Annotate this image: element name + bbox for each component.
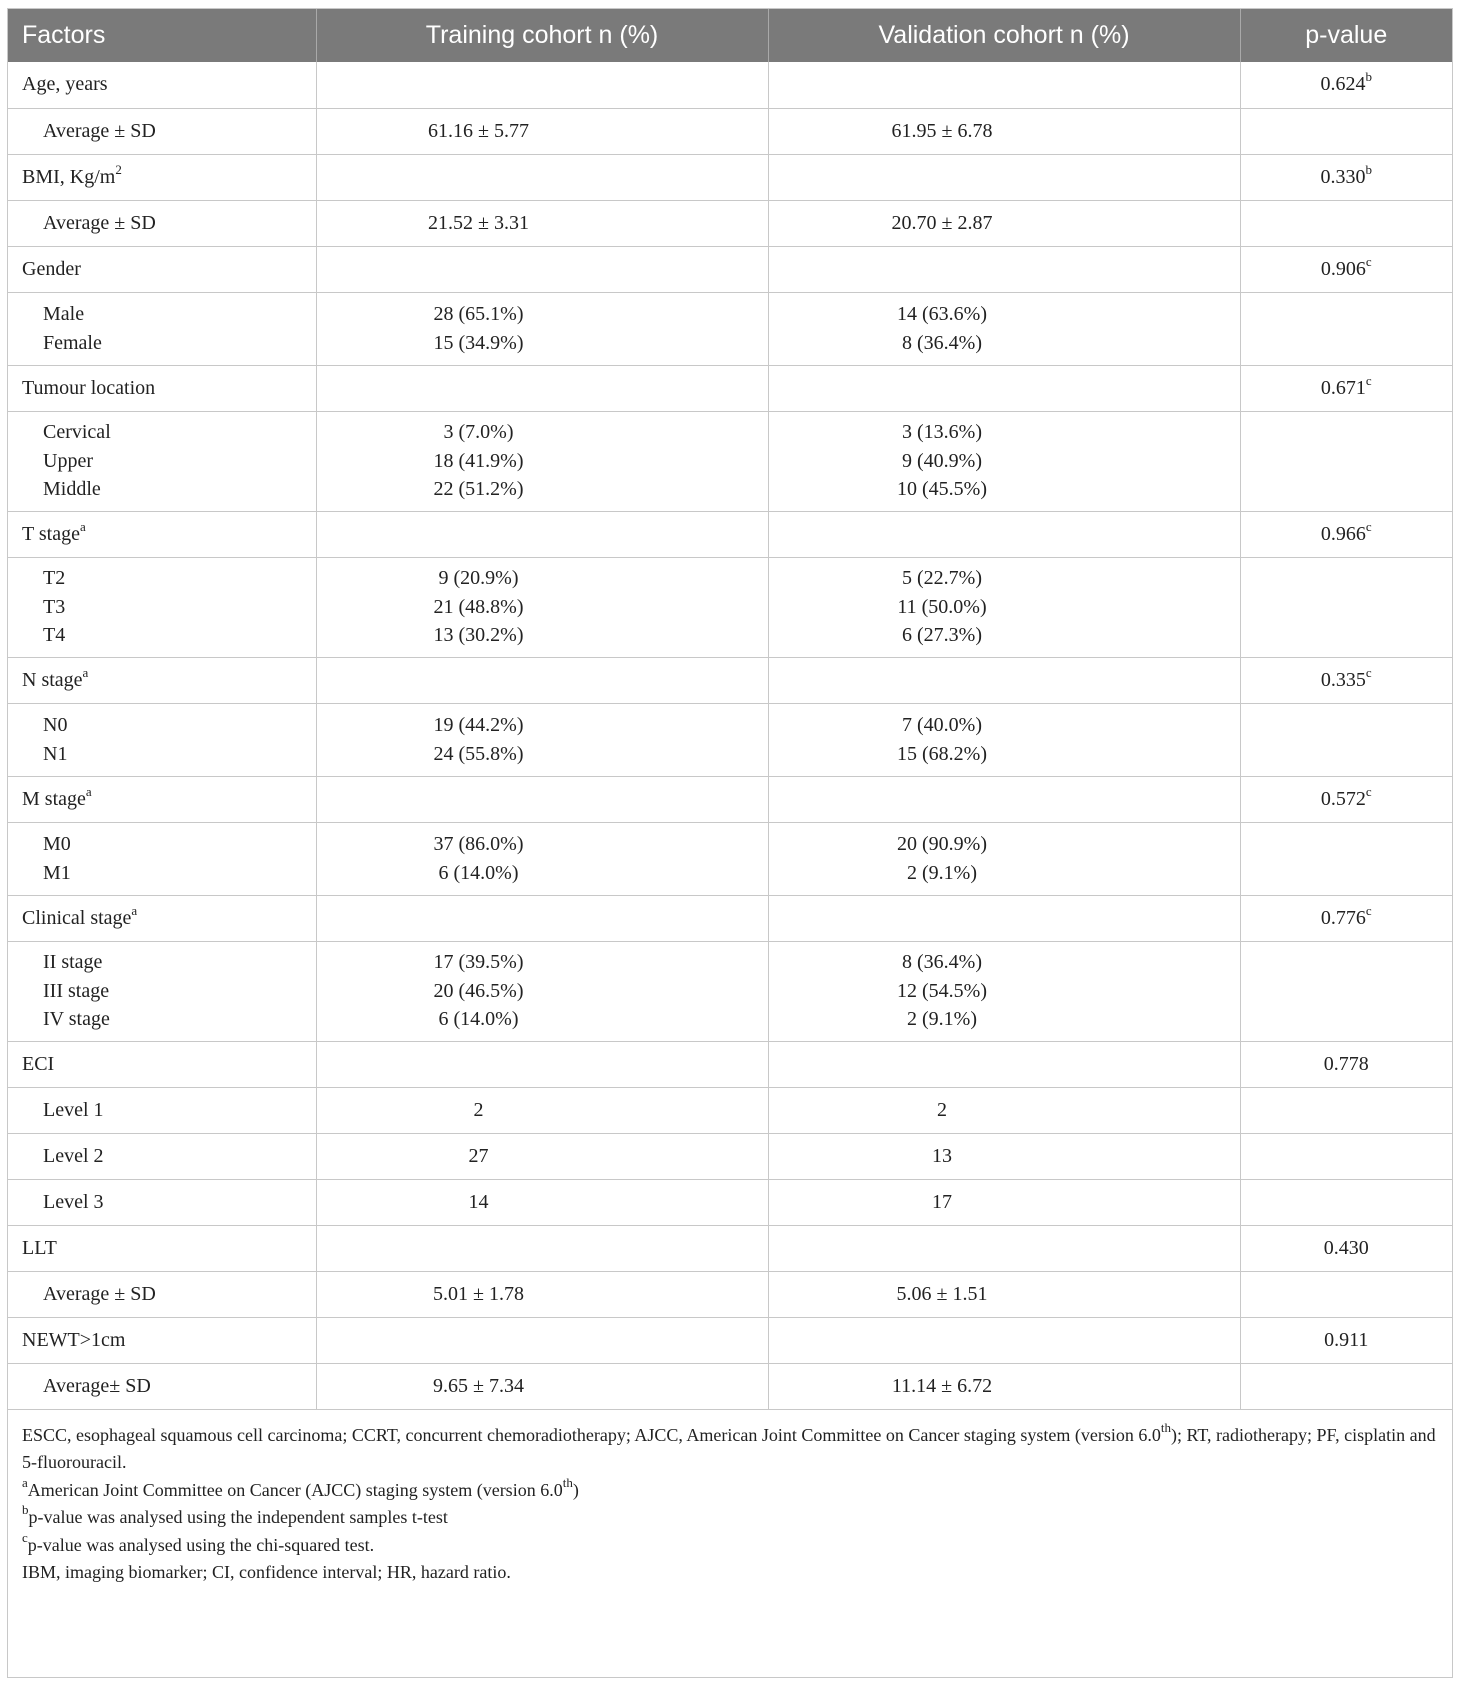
validation-value: 13	[932, 1144, 952, 1167]
training-value: 2	[473, 1098, 484, 1121]
subgroup-label: Average ± SD	[43, 211, 156, 234]
p-value-cell	[1240, 1179, 1452, 1225]
subgroup-row	[8, 822, 1452, 895]
subgroup-labels	[8, 1271, 316, 1317]
factor-label-superscript: 2	[115, 161, 122, 177]
training-value: 6 (14.0%)	[438, 1008, 519, 1031]
p-value-superscript: c	[1365, 372, 1372, 388]
validation-values	[768, 411, 1240, 511]
factor-label	[8, 776, 316, 822]
validation-value: 8 (36.4%)	[902, 950, 982, 973]
training-values	[316, 292, 768, 365]
p-value-superscript: b	[1365, 161, 1372, 177]
footnote-a: $^a$American Joint Committee on Cancer (AJCC) staging system (version 6.0th)	[22, 1474, 579, 1500]
p-value-cell	[1240, 154, 1452, 200]
training-value: 6 (14.0%)	[438, 861, 519, 884]
p-value-cell	[1240, 246, 1452, 292]
factor-label-text: Gender	[22, 257, 81, 280]
factor-row	[8, 365, 1452, 411]
training-values	[316, 1133, 768, 1179]
subgroup-label: N1	[43, 742, 68, 765]
training-values	[316, 108, 768, 154]
subgroup-label: T3	[43, 595, 66, 618]
factor-label-text: NEWT>1cm	[22, 1328, 126, 1351]
factor-label	[8, 895, 316, 941]
factor-row	[8, 511, 1452, 557]
subgroup-label: M0	[43, 832, 71, 855]
subgroup-labels	[8, 411, 316, 511]
training-value: 9.65 ± 7.34	[433, 1374, 524, 1397]
table-header-row	[8, 9, 1452, 62]
factor-label-text: Clinical stage	[22, 906, 132, 929]
p-value-text: 0.778	[1323, 1052, 1369, 1075]
training-value: 3 (7.0%)	[443, 420, 514, 443]
validation-value: 15 (68.2%)	[897, 742, 987, 765]
subgroup-row	[8, 941, 1452, 1041]
subgroup-row	[8, 557, 1452, 657]
validation-value: 10 (45.5%)	[897, 478, 987, 501]
training-cell	[316, 1225, 768, 1271]
training-cell	[316, 246, 768, 292]
training-value: 18 (41.9%)	[433, 449, 524, 472]
validation-values	[768, 200, 1240, 246]
p-value-text: 0.906	[1320, 257, 1366, 280]
factor-label-text: N stage	[22, 668, 83, 691]
validation-cell	[768, 365, 1240, 411]
validation-cell	[768, 246, 1240, 292]
training-cell	[316, 62, 768, 108]
subgroup-label: III stage	[43, 979, 110, 1002]
factor-label-text: BMI, Kg/m	[22, 165, 116, 188]
subgroup-label: M1	[43, 861, 71, 884]
p-value-cell	[1240, 511, 1452, 557]
subgroup-label: Cervical	[43, 420, 111, 443]
subgroup-label: Level 1	[43, 1098, 104, 1121]
training-value: 27	[468, 1144, 489, 1167]
cohort-characteristics-table	[8, 9, 1452, 1410]
subgroup-label: T2	[43, 566, 66, 589]
factor-label-text: M stage	[22, 787, 86, 810]
subgroup-label: Male	[43, 302, 85, 325]
training-cell	[316, 895, 768, 941]
training-value: 28 (65.1%)	[433, 302, 524, 325]
subgroup-labels	[8, 1179, 316, 1225]
training-cell	[316, 1317, 768, 1363]
subgroup-label: Level 2	[43, 1144, 104, 1167]
p-value-cell	[1240, 703, 1452, 776]
subgroup-label: Average ± SD	[43, 119, 156, 142]
factor-row	[8, 1317, 1452, 1363]
subgroup-row	[8, 1087, 1452, 1133]
validation-value: 7 (40.0%)	[902, 713, 982, 736]
validation-value: 2	[937, 1098, 947, 1121]
header-factors: Factors	[8, 9, 316, 62]
p-value-cell	[1240, 200, 1452, 246]
p-value-cell	[1240, 1133, 1452, 1179]
validation-values	[768, 1179, 1240, 1225]
p-value-cell	[1240, 822, 1452, 895]
subgroup-labels	[8, 1363, 316, 1409]
factor-row	[8, 657, 1452, 703]
validation-cell	[768, 1317, 1240, 1363]
p-value-superscript: c	[1365, 902, 1372, 918]
training-values	[316, 822, 768, 895]
training-value: 13 (30.2%)	[433, 624, 524, 647]
validation-cell	[768, 62, 1240, 108]
validation-cell	[768, 1041, 1240, 1087]
p-value-text: 0.430	[1323, 1236, 1369, 1259]
training-values	[316, 1363, 768, 1409]
validation-value: 12 (54.5%)	[897, 979, 987, 1002]
factor-row	[8, 895, 1452, 941]
validation-cell	[768, 154, 1240, 200]
factor-row	[8, 1041, 1452, 1087]
subgroup-row	[8, 1363, 1452, 1409]
p-value-text: 0.966	[1320, 522, 1366, 545]
table-body	[8, 62, 1452, 1409]
subgroup-label: T4	[43, 624, 66, 647]
validation-value: 2 (9.1%)	[907, 1008, 977, 1031]
factor-label-text: LLT	[22, 1236, 57, 1259]
subgroup-labels	[8, 822, 316, 895]
subgroup-label: IV stage	[43, 1008, 110, 1031]
validation-cell	[768, 895, 1240, 941]
validation-values	[768, 1133, 1240, 1179]
validation-value: 5 (22.7%)	[902, 566, 982, 589]
p-value-cell	[1240, 1041, 1452, 1087]
subgroup-label: Average ± SD	[43, 1282, 156, 1305]
p-value-cell	[1240, 776, 1452, 822]
subgroup-labels	[8, 703, 316, 776]
training-value: 61.16 ± 5.77	[428, 119, 529, 142]
factor-label-text: Age, years	[22, 73, 108, 96]
subgroup-row	[8, 1133, 1452, 1179]
subgroup-labels	[8, 1133, 316, 1179]
p-value-cell	[1240, 1363, 1452, 1409]
subgroup-row	[8, 200, 1452, 246]
subgroup-label: Average± SD	[43, 1374, 151, 1397]
factor-label-superscript: a	[79, 518, 86, 534]
validation-values	[768, 941, 1240, 1041]
validation-value: 61.95 ± 6.78	[891, 119, 993, 142]
p-value-superscript: c	[1365, 664, 1372, 680]
header-validation-cohort: Validation cohort n (%)	[768, 9, 1240, 62]
validation-cell	[768, 776, 1240, 822]
subgroup-row	[8, 292, 1452, 365]
training-value: 14	[468, 1190, 489, 1213]
factor-label-superscript: a	[82, 664, 89, 680]
factor-label	[8, 1041, 316, 1087]
factor-label	[8, 246, 316, 292]
training-cell	[316, 365, 768, 411]
p-value-text: 0.572	[1320, 787, 1366, 810]
p-value-superscript: c	[1365, 783, 1372, 799]
training-value: 9 (20.9%)	[438, 566, 519, 589]
factor-row	[8, 246, 1452, 292]
subgroup-labels	[8, 941, 316, 1041]
factor-label-text: ECI	[22, 1052, 55, 1075]
p-value-cell	[1240, 941, 1452, 1041]
training-value: 15 (34.9%)	[433, 331, 524, 354]
validation-cell	[768, 657, 1240, 703]
training-value: 21.52 ± 3.31	[428, 211, 529, 234]
factor-row	[8, 776, 1452, 822]
validation-value: 6 (27.3%)	[902, 624, 982, 647]
subgroup-labels	[8, 557, 316, 657]
validation-values	[768, 108, 1240, 154]
factor-label	[8, 154, 316, 200]
validation-value: 11.14 ± 6.72	[891, 1374, 993, 1397]
p-value-text: 0.776	[1320, 906, 1366, 929]
training-value: 19 (44.2%)	[433, 713, 524, 736]
validation-value: 8 (36.4%)	[902, 331, 982, 354]
p-value-text: 0.624	[1320, 73, 1366, 96]
table-footnotes	[8, 1410, 1452, 1587]
factor-label	[8, 62, 316, 108]
factor-row	[8, 1225, 1452, 1271]
training-value: 20 (46.5%)	[433, 979, 524, 1002]
validation-cell	[768, 1225, 1240, 1271]
subgroup-label: Level 3	[43, 1190, 104, 1213]
validation-value: 20.70 ± 2.87	[891, 211, 993, 234]
footnote-ibm: IBM, imaging biomarker; CI, confidence interval; HR, hazard ratio.	[22, 1562, 511, 1582]
p-value-cell	[1240, 895, 1452, 941]
p-value-superscript: b	[1365, 69, 1372, 85]
subgroup-row	[8, 1271, 1452, 1317]
validation-value: 20 (90.9%)	[897, 832, 987, 855]
training-values	[316, 1087, 768, 1133]
subgroup-label: Upper	[43, 449, 93, 472]
p-value-cell	[1240, 1225, 1452, 1271]
factor-row	[8, 154, 1452, 200]
factor-row	[8, 62, 1452, 108]
training-value: 24 (55.8%)	[433, 742, 524, 765]
p-value-text: 0.911	[1324, 1328, 1369, 1351]
training-cell	[316, 511, 768, 557]
factor-label	[8, 1225, 316, 1271]
factor-label-text: Tumour location	[22, 376, 156, 399]
subgroup-row	[8, 108, 1452, 154]
p-value-cell	[1240, 292, 1452, 365]
footnote-c: $^c$p-value was analysed using the chi-squared test.	[22, 1529, 375, 1555]
factor-label	[8, 1317, 316, 1363]
table-document	[7, 8, 1453, 1678]
p-value-cell	[1240, 1271, 1452, 1317]
factor-label-superscript: a	[85, 783, 92, 799]
footnote-abbreviations: ESCC, esophageal squamous cell carcinoma; CCRT, concurrent chemoradiotherapy; AJCC, American Joint Committee on Cancer staging system (version 6.0th); RT, radiotherapy; PF, cisplatin and 5-fluorouracil.	[22, 1419, 1436, 1472]
training-values	[316, 411, 768, 511]
p-value-cell	[1240, 557, 1452, 657]
subgroup-row	[8, 703, 1452, 776]
factor-label-superscript: a	[131, 902, 138, 918]
validation-values	[768, 703, 1240, 776]
p-value-cell	[1240, 365, 1452, 411]
validation-cell	[768, 511, 1240, 557]
p-value-text: 0.335	[1320, 668, 1366, 691]
subgroup-row	[8, 1179, 1452, 1225]
training-value: 17 (39.5%)	[433, 950, 524, 973]
validation-value: 11 (50.0%)	[897, 595, 987, 618]
p-value-text: 0.330	[1320, 165, 1366, 188]
training-values	[316, 1271, 768, 1317]
validation-value: 9 (40.9%)	[902, 449, 982, 472]
p-value-superscript: c	[1365, 518, 1372, 534]
subgroup-label: II stage	[43, 950, 103, 973]
subgroup-row	[8, 411, 1452, 511]
training-cell	[316, 776, 768, 822]
subgroup-labels	[8, 108, 316, 154]
validation-values	[768, 822, 1240, 895]
training-values	[316, 557, 768, 657]
p-value-superscript: c	[1365, 253, 1372, 269]
training-cell	[316, 1041, 768, 1087]
p-value-cell	[1240, 1087, 1452, 1133]
factor-label	[8, 365, 316, 411]
footnote-b: $^b$p-value was analysed using the independent samples t-test	[22, 1502, 448, 1527]
p-value-cell	[1240, 657, 1452, 703]
p-value-cell	[1240, 62, 1452, 108]
training-value: 21 (48.8%)	[433, 595, 524, 618]
training-cell	[316, 657, 768, 703]
validation-value: 14 (63.6%)	[897, 302, 987, 325]
factor-label-text: T stage	[22, 522, 80, 545]
subgroup-labels	[8, 292, 316, 365]
training-values	[316, 703, 768, 776]
validation-values	[768, 557, 1240, 657]
validation-values	[768, 1087, 1240, 1133]
training-value: 22 (51.2%)	[433, 478, 524, 501]
training-values	[316, 941, 768, 1041]
subgroup-label: Middle	[43, 478, 101, 501]
validation-values	[768, 1271, 1240, 1317]
training-cell	[316, 154, 768, 200]
header-training-cohort: Training cohort n (%)	[316, 9, 768, 62]
training-values	[316, 200, 768, 246]
factor-label	[8, 511, 316, 557]
subgroup-label: N0	[43, 713, 68, 736]
p-value-cell	[1240, 1317, 1452, 1363]
factor-label	[8, 657, 316, 703]
validation-value: 3 (13.6%)	[902, 420, 982, 443]
validation-values	[768, 292, 1240, 365]
training-value: 5.01 ± 1.78	[433, 1282, 524, 1305]
p-value-cell	[1240, 411, 1452, 511]
training-values	[316, 1179, 768, 1225]
validation-value: 17	[932, 1190, 952, 1213]
validation-value: 2 (9.1%)	[907, 861, 977, 884]
training-value: 37 (86.0%)	[433, 832, 524, 855]
validation-values	[768, 1363, 1240, 1409]
subgroup-labels	[8, 1087, 316, 1133]
validation-value: 5.06 ± 1.51	[896, 1282, 988, 1305]
subgroup-labels	[8, 200, 316, 246]
subgroup-label: Female	[43, 331, 102, 354]
p-value-text: 0.671	[1320, 376, 1366, 399]
p-value-cell	[1240, 108, 1452, 154]
header-p-value: p-value	[1240, 9, 1452, 62]
